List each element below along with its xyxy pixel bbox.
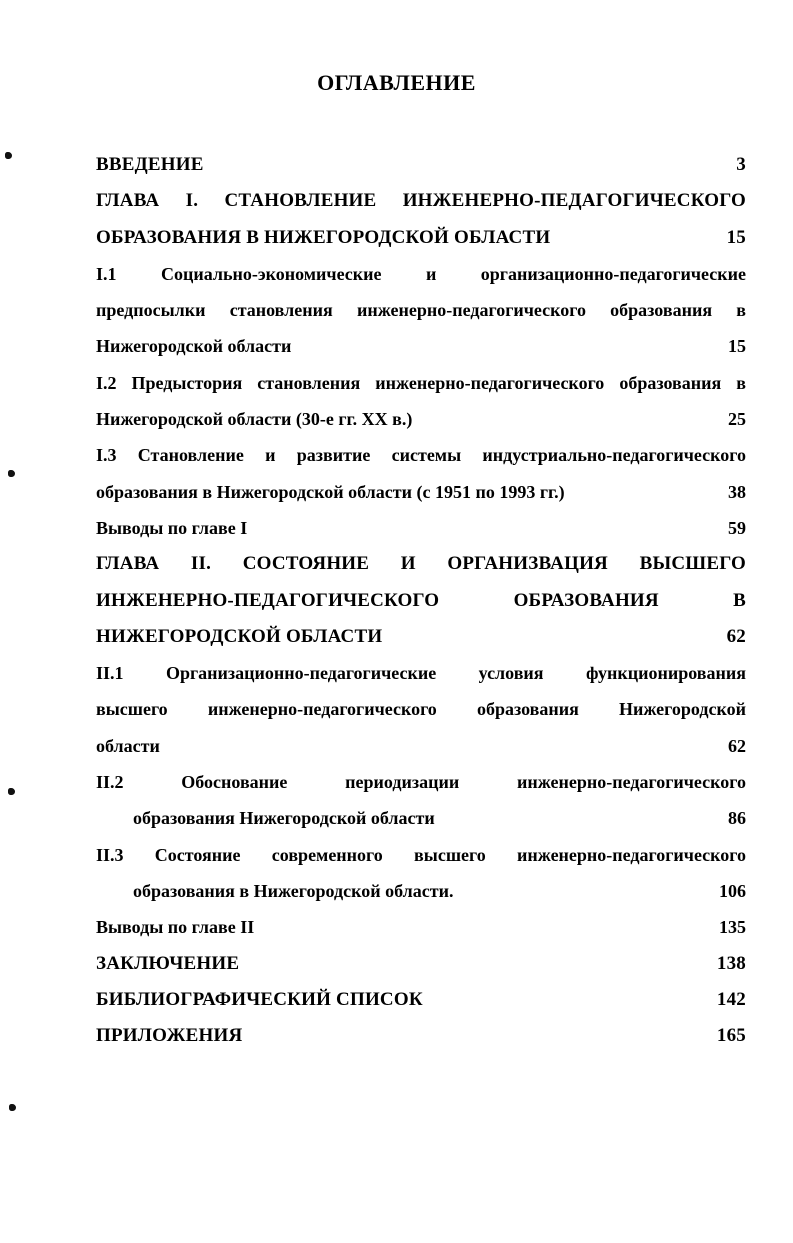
page-title: ОГЛАВЛЕНИЕ — [317, 70, 476, 95]
toc-entry-title: образования Нижегородской области — [133, 808, 435, 829]
toc-entry-line: I.3 Становление и развитие системы индустриально-педагогического — [96, 445, 746, 466]
toc-entry-title: ЗАКЛЮЧЕНИЕ — [96, 952, 240, 974]
toc-entry-section-1-1[interactable] — [96, 256, 746, 365]
toc-entry-title: ПРИЛОЖЕНИЯ — [96, 1025, 243, 1047]
toc-entry-title: БИБЛИОГРАФИЧЕСКИЙ СПИСОК — [96, 988, 423, 1010]
toc-entry-chapter-1[interactable] — [96, 183, 746, 256]
toc-page-number: 106 — [719, 880, 746, 901]
toc-entry-title: ОБРАЗОВАНИЯ В НИЖЕГОРОДСКОЙ ОБЛАСТИ — [96, 226, 551, 248]
toc-entry-title: Нижегородской области (30-е гг. XX в.) — [96, 409, 413, 430]
toc-entry-title: Выводы по главе I — [96, 517, 248, 538]
toc-page-number: 138 — [716, 952, 746, 974]
toc-entry-title: ВВЕДЕНИЕ — [96, 154, 204, 175]
toc-entry-line: ГЛАВА I. СТАНОВЛЕНИЕ ИНЖЕНЕРНО-ПЕДАГОГИЧЕСКОГО — [96, 190, 746, 212]
scan-speck — [8, 470, 15, 477]
toc-entry-line: I.2 Предыстория становления инженерно-педагогического образования в — [96, 372, 746, 393]
toc-entry-appendices[interactable] — [96, 1018, 746, 1054]
scan-speck — [9, 1104, 16, 1111]
toc-entry-line: I.1 Социально-экономические и организационно-педагогические — [96, 263, 746, 284]
toc-entry-line: II.2 Обоснование периодизации инженерно-педагогического — [96, 772, 746, 793]
toc-entry-line: ГЛАВА II. СОСТОЯНИЕ И ОРГАНИЗВАЦИЯ ВЫСШЕГО — [96, 553, 746, 575]
toc-entry-section-2-1[interactable] — [96, 655, 746, 764]
toc-entry-title: Выводы по главе II — [96, 917, 255, 938]
toc-entry-line: высшего инженерно-педагогического образования Нижегородской — [96, 699, 746, 720]
toc-entry-title: образования в Нижегородской области (с 1951 по 1993 гг.) — [96, 481, 565, 502]
toc-entry-line: II.3 Состояние современного высшего инженерно-педагогического — [96, 844, 746, 865]
toc-page-number: 142 — [716, 988, 746, 1010]
toc-page-number: 59 — [728, 517, 746, 538]
toc-entry-section-1-2[interactable] — [96, 365, 746, 438]
toc-page-number: 25 — [728, 409, 746, 430]
toc-entry-bibliography[interactable] — [96, 982, 746, 1018]
toc-page-number: 38 — [728, 481, 746, 502]
toc-entry-section-2-2[interactable] — [96, 764, 746, 837]
toc-entry-introduction[interactable] — [96, 147, 746, 183]
toc-entry-conclusions-chapter-1[interactable] — [96, 510, 746, 546]
toc-entry-title: НИЖЕГОРОДСКОЙ ОБЛАСТИ — [96, 625, 383, 647]
toc-entry-title: области — [96, 735, 160, 756]
table-of-contents — [96, 147, 746, 1054]
toc-entry-conclusions-chapter-2[interactable] — [96, 909, 746, 945]
toc-page-number: 165 — [716, 1025, 746, 1047]
toc-entry-line: предпосылки становления инженерно-педагогического образования в — [96, 300, 746, 321]
scan-speck — [5, 152, 12, 159]
toc-page-number: 62 — [728, 735, 746, 756]
toc-page-number: 15 — [726, 226, 746, 248]
toc-page-number: 62 — [726, 625, 746, 647]
toc-entry-line: II.1 Организационно-педагогические условия функционирования — [96, 663, 746, 684]
toc-page-number: 15 — [728, 336, 746, 357]
toc-entry-line: ИНЖЕНЕРНО-ПЕДАГОГИЧЕСКОГО ОБРАЗОВАНИЯ В — [96, 589, 746, 611]
toc-page-number: 3 — [736, 154, 746, 175]
toc-entry-chapter-2[interactable] — [96, 546, 746, 655]
toc-page-number: 86 — [728, 808, 746, 829]
toc-entry-section-2-3[interactable] — [96, 837, 746, 910]
toc-entry-title: Нижегородской области — [96, 336, 292, 357]
toc-entry-section-1-3[interactable] — [96, 437, 746, 510]
toc-page-number: 135 — [719, 917, 746, 938]
toc-entry-title: образования в Нижегородской области. — [133, 880, 454, 901]
scan-speck — [8, 788, 15, 795]
toc-entry-conclusion[interactable] — [96, 946, 746, 982]
